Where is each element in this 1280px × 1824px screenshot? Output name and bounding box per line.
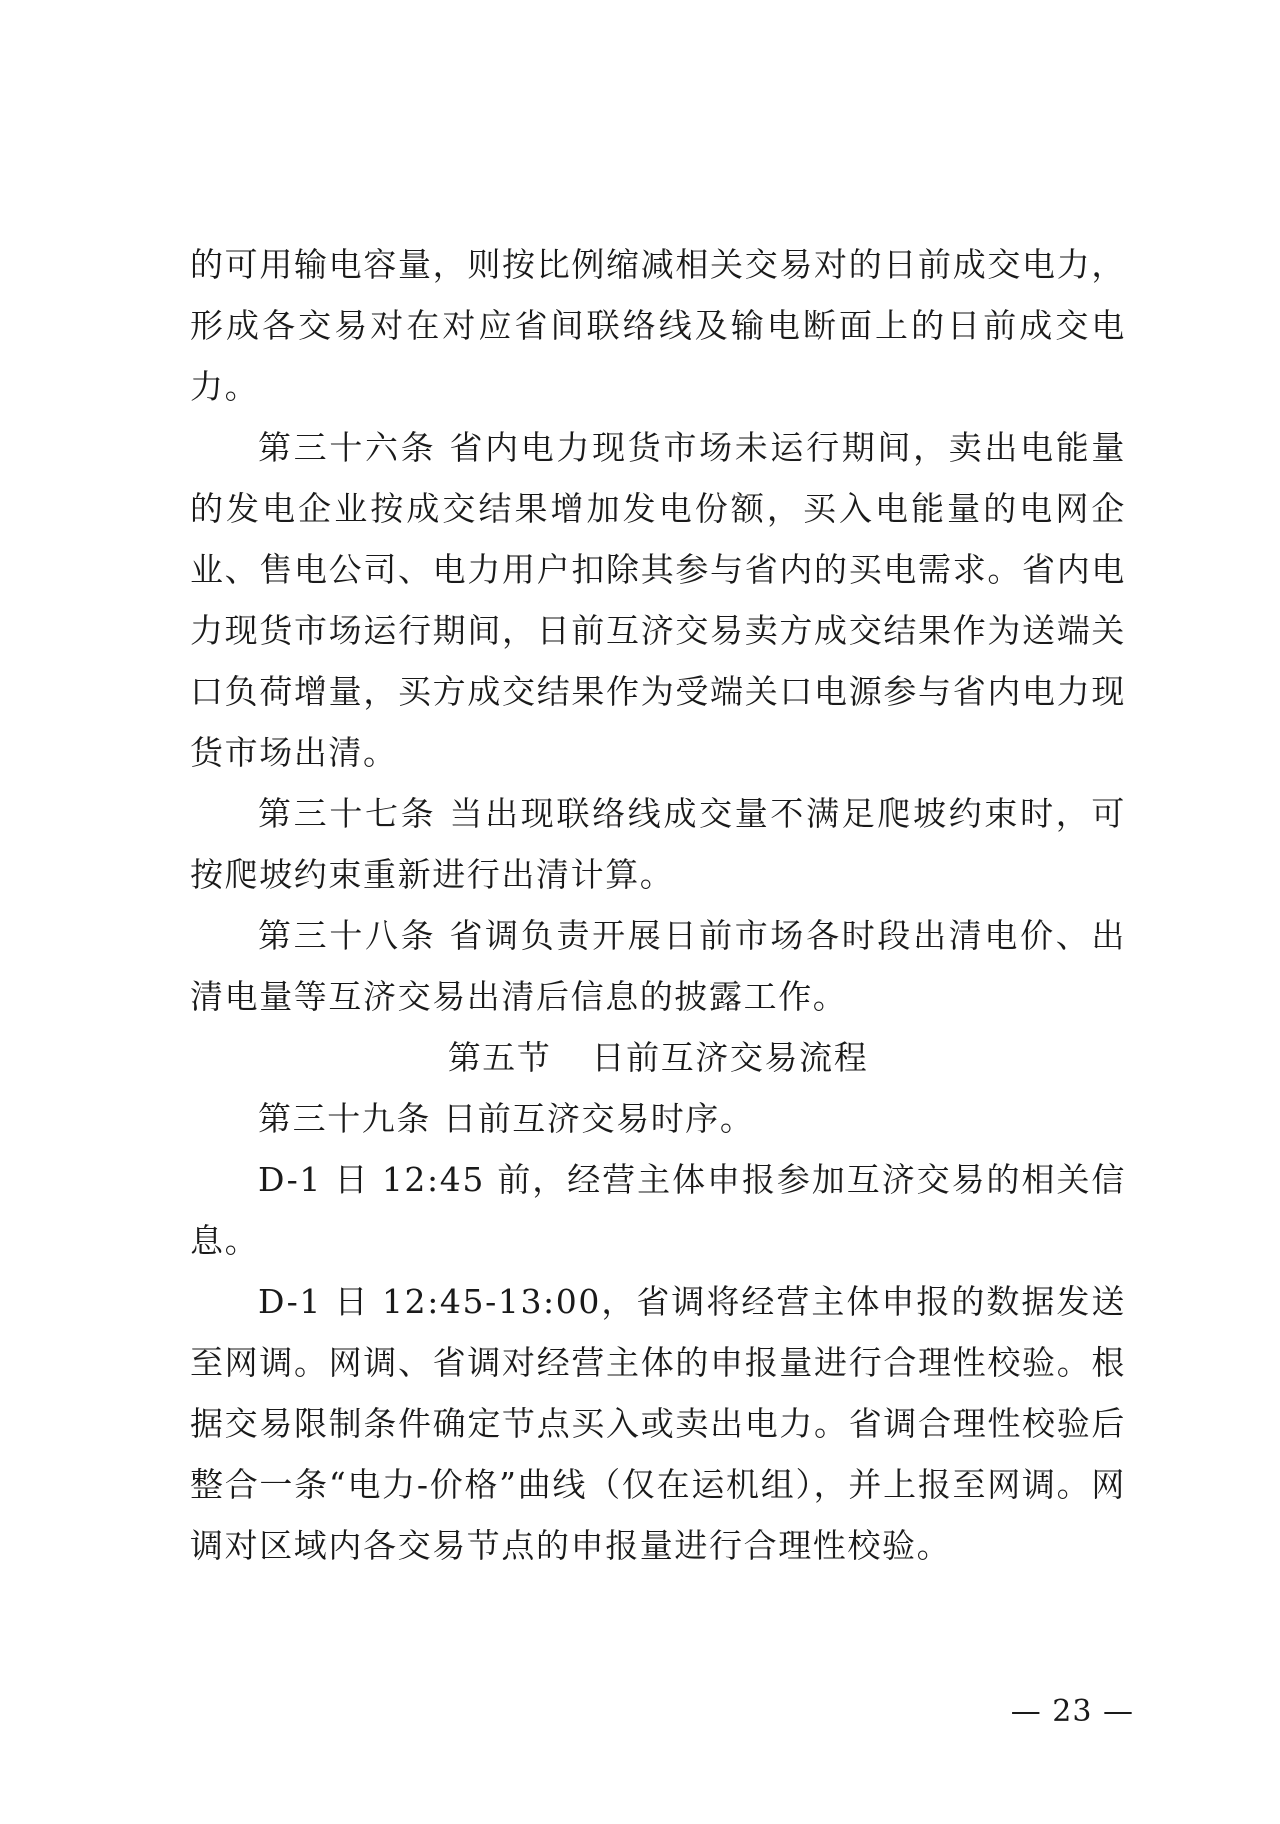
article-36: 第三十六条 省内电力现货市场未运行期间，卖出电能量的发电企业按成交结果增加发电份额，买入电能量的电网企业、售电公司、电力用户扣除其参与省内的买电需求。省内电力现货市场运行期间，日前互济交易卖方成交结果作为送端关口负荷增量，买方成交结果作为受端关口电源参与省内电力现货市场出清。 [190, 428, 1126, 772]
article-37: 第三十七条 当出现联络线成交量不满足爬坡约束时，可按爬坡约束重新进行出清计算。 [190, 794, 1126, 894]
document-body [190, 234, 1126, 1576]
schedule-item-1: D-1 日 12:45 前，经营主体申报参加互济交易的相关信息。 [190, 1160, 1126, 1260]
paragraph-continuation: 的可用输电容量，则按比例缩减相关交易对的日前成交电力，形成各交易对在对应省间联络线及输电断面上的日前成交电力。 [190, 245, 1126, 406]
article-39: 第三十九条 日前互济交易时序。 [258, 1099, 755, 1138]
page-number: — 23 — [1010, 1694, 1134, 1729]
schedule-item-2: D-1 日 12:45-13:00，省调将经营主体申报的数据发送至网调。网调、省调对经营主体的申报量进行合理性校验。根据交易限制条件确定节点买入或卖出电力。省调合理性校验后整合一条“电力-价格”曲线（仅在运机组），并上报至网调。网调对区域内各交易节点的申报量进行合理性校验。 [190, 1282, 1126, 1565]
section-title: 日前互济交易流程 [591, 1038, 869, 1077]
section-number: 第五节 [447, 1038, 552, 1077]
section-heading [190, 1027, 1126, 1088]
article-38: 第三十八条 省调负责开展日前市场各时段出清电价、出清电量等互济交易出清后信息的披露工作。 [190, 916, 1126, 1016]
